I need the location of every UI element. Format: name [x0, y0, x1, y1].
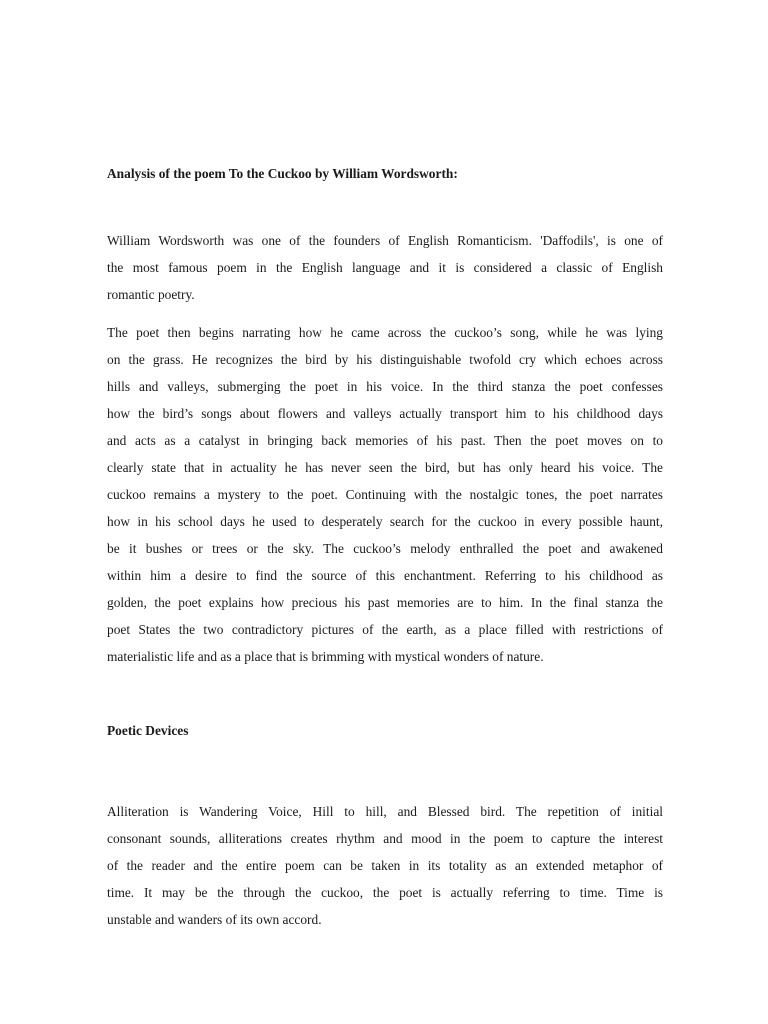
- intro-paragraph: [107, 227, 663, 308]
- paragraph-line: within him a desire to find the source of this enchantment. Referring to his childhood as: [107, 568, 663, 583]
- devices-paragraph: [107, 798, 663, 933]
- paragraph-line: consonant sounds, alliterations creates rhythm and mood in the poem to capture the interest: [107, 831, 663, 846]
- paragraph-line: romantic poetry.: [107, 287, 195, 302]
- document-title: Analysis of the poem To the Cuckoo by William Wordsworth:: [107, 166, 458, 181]
- paragraph-line: materialistic life and as a place that is brimming with mystical wonders of nature.: [107, 649, 544, 664]
- paragraph-line: time. It may be the through the cuckoo, the poet is actually referring to time. Time is: [107, 885, 663, 900]
- paragraph-line: golden, the poet explains how precious his past memories are to him. In the final stanza the: [107, 595, 663, 610]
- paragraph-line: how in his school days he used to desperately search for the cuckoo in every possible haunt,: [107, 514, 663, 529]
- paragraph-line: on the grass. He recognizes the bird by his distinguishable twofold cry which echoes across: [107, 352, 663, 367]
- paragraph-line: cuckoo remains a mystery to the poet. Continuing with the nostalgic tones, the poet narrates: [107, 487, 663, 502]
- paragraph-line: William Wordsworth was one of the founders of English Romanticism. 'Daffodils', is one of: [107, 233, 663, 248]
- paragraph-line: clearly state that in actuality he has never seen the bird, but has only heard his voice. The: [107, 460, 663, 475]
- paragraph-line: how the bird’s songs about flowers and valleys actually transport him to his childhood days: [107, 406, 663, 421]
- analysis-paragraph: [107, 319, 663, 670]
- paragraph-line: poet States the two contradictory pictures of the earth, as a place filled with restrictions of: [107, 622, 663, 637]
- paragraph-line: be it bushes or trees or the sky. The cuckoo’s melody enthralled the poet and awakened: [107, 541, 663, 556]
- paragraph-line: unstable and wanders of its own accord.: [107, 912, 322, 927]
- paragraph-line: the most famous poem in the English language and it is considered a classic of English: [107, 260, 663, 275]
- paragraph-line: hills and valleys, submerging the poet in his voice. In the third stanza the poet confesses: [107, 379, 663, 394]
- paragraph-line: and acts as a catalyst in bringing back memories of his past. Then the poet moves on to: [107, 433, 663, 448]
- paragraph-line: The poet then begins narrating how he came across the cuckoo’s song, while he was lying: [107, 325, 663, 340]
- paragraph-line: of the reader and the entire poem can be taken in its totality as an extended metaphor of: [107, 858, 663, 873]
- section-heading-poetic-devices: Poetic Devices: [107, 723, 189, 738]
- paragraph-line: Alliteration is Wandering Voice, Hill to hill, and Blessed bird. The repetition of initial: [107, 804, 663, 819]
